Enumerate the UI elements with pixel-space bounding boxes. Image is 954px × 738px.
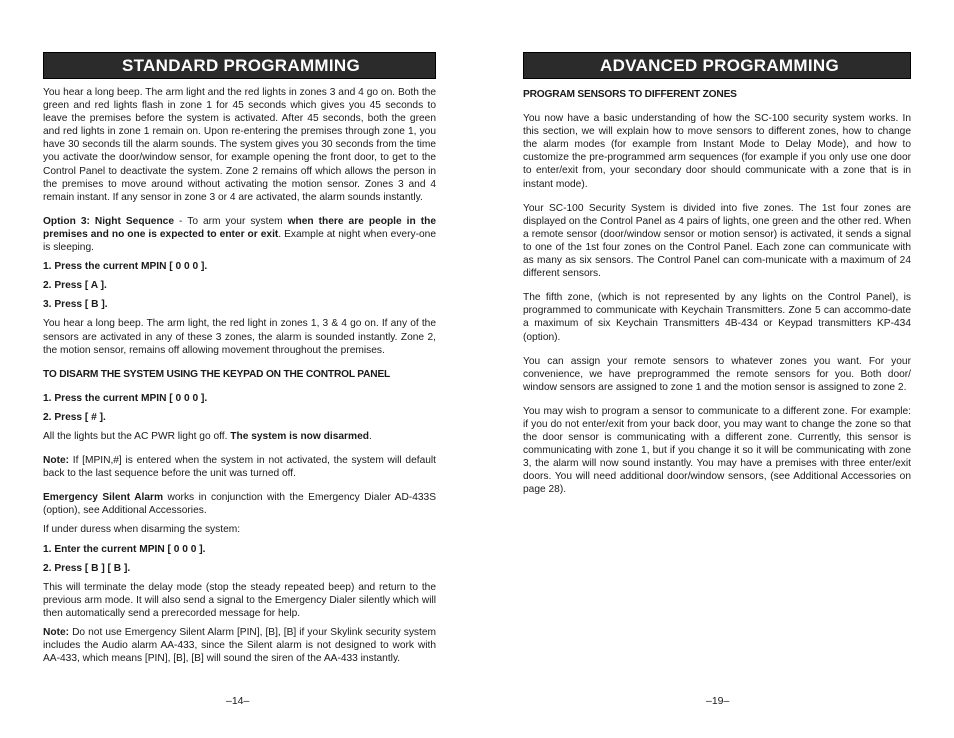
note-1-paragraph	[43, 454, 436, 480]
disarmed-emphasis: The system is now disarmed	[230, 430, 369, 442]
advanced-programming-banner: ADVANCED PROGRAMMING	[523, 52, 911, 79]
program-sensors-heading: PROGRAM SENSORS TO DIFFERENT ZONES	[523, 89, 737, 100]
intro-paragraph: You now have a basic understanding of how the SC-100 security system works. In this section, we will explain how to move sensors to different zones, how to change the alarm modes (for example from Instant Mode to Delay Mode), and how to customize the pre-programmed arm sequences (for example if you only use one door to enter/exit from, your secondary door should communicate with a zone that is in instant mode).	[523, 113, 911, 190]
step-item: 3. Press [ B ].	[43, 299, 108, 311]
step-item: 1. Enter the current MPIN [ 0 0 0 ].	[43, 543, 206, 555]
page-number-right: –19–	[706, 695, 730, 707]
zones-paragraph: Your SC-100 Security System is divided into five zones. The 1st four zones are displayed on the Control Panel as 4 pairs of lights, one green and the other red. When a remote sensor (door/window sensor or motion sensor) is activated, it sends a signal to one of the 1st four zones on the Control Panel. Each zone can communicate with as many as six sensors. The Control Panel can com-municate with a maximum of 24 different sensors.	[523, 202, 911, 280]
esa-label: Emergency Silent Alarm	[43, 492, 164, 504]
step-item: 2. Press [ A ].	[43, 280, 107, 292]
duress-paragraph: If under duress when disarming the system:	[43, 524, 241, 536]
page-number-left: –14–	[226, 695, 250, 707]
option-3-label: Option 3: Night Sequence	[43, 215, 175, 227]
step-item: 1. Press the current MPIN [ 0 0 0 ].	[43, 261, 208, 273]
option-3-condition: when there are people in the premises and no one is expected to enter or exit	[43, 215, 437, 240]
note-2-text: Do not use Emergency Silent Alarm [PIN], [B], [B] if your Skylink security system includes the Audio alarm AA-433, since the Silent alarm is not designed to work with AA-433, which means [PIN], [B], [B] will sound the siren of the AA-433 instantly.	[43, 627, 436, 665]
disarmed-paragraph	[43, 430, 436, 443]
left-page-body	[43, 86, 436, 676]
fifth-zone-paragraph: The fifth zone, (which is not represented by any lights on the Control Panel), is programmed to communicate with Keychain Transmitters. Zone 5 can accommo-date a maximum of six Keychain Transmitters 4B-434 or Keypad transmitters KP-434 (option).	[523, 292, 911, 343]
disarm-heading: TO DISARM THE SYSTEM USING THE KEYPAD ON THE CONTROL PANEL	[43, 368, 391, 380]
note-label: Note:	[43, 455, 70, 467]
change-zone-paragraph: You may wish to program a sensor to communicate to a different zone. For example: if you do not enter/exit from your back door, you may want to change the zone so that the door sensor is communicating with a different zone. Currently, this sensor is communicating with zone 1, but if you change it so it will be communicating with zone 3, the alarm will now sound instantly. You may have a premises with three enter/exit doors. You will need additional door/window sensors, (see Additional Accessories on page 28).	[523, 405, 911, 496]
step-item: 2. Press [ # ].	[43, 411, 106, 423]
assign-sensors-paragraph: You can assign your remote sensors to whatever zones you want. For your convenience, we have preprogrammed the remote sensors for you. Both door/ window sensors are assigned to zone 1 and the motion sensor is assigned to zone 2.	[523, 355, 911, 393]
step-item: 2. Press [ B ] [ B ].	[43, 562, 131, 574]
option-3-paragraph	[43, 215, 436, 254]
standard-programming-banner: STANDARD PROGRAMMING	[43, 52, 436, 79]
option-3-example: . Example at night when every-one is sleeping.	[43, 228, 436, 254]
disarmed-intro: All the lights but the AC PWR light go off.	[43, 430, 231, 442]
note-2-paragraph	[43, 626, 436, 665]
esa-text: works in conjunction with the Emergency Dialer AD-433S (option), see Additional Accessories.	[43, 492, 436, 517]
arm-description-paragraph: You hear a long beep. The arm light and the red lights in zones 3 and 4 go on. Both the green and red lights flash in zone 1 for 45 seconds which gives you 45 seconds to leave the premises before the system is activated. After 45 seconds, both the green and red lights in zone 1 remain on. Upon re-entering the premises through zone 1, you have 30 seconds till the alarm sounds. The system gives you 30 seconds from the time you activate the door/window sensor, for example opening the front door, to get to the Control Panel to deactivate the system. Zone 2 remains off which allows the person in the premises to move around without activating the motion sensor. Zones 3 and 4 remain instant. If any sensor in zone 3 or 4 are activated, the alarm sounds instantly.	[43, 87, 436, 203]
note-label: Note:	[43, 627, 70, 638]
right-page-body	[523, 88, 911, 508]
disarmed-period: .	[368, 430, 372, 442]
emergency-silent-alarm-paragraph	[43, 491, 436, 517]
note-1-text: If [MPIN,#] is entered when the system in not activated, the system will default back to the last sequence before the unit was turned off.	[43, 455, 436, 480]
night-sequence-paragraph: You hear a long beep. The arm light, the red light in zones 1, 3 & 4 go on. If any of the sensors are activated in any of these 3 zones, the alarm is sounded instantly. Zone 2, the motion sensor, remains off allowing movement throughout the premises.	[43, 318, 436, 356]
step-item: 1. Press the current MPIN [ 0 0 0 ].	[43, 392, 208, 404]
option-3-mid: - To arm your system	[174, 215, 288, 227]
delay-terminate-paragraph: This will terminate the delay mode (stop the steady repeated beep) and return to the previous arm mode. It will also send a signal to the Emergency Dialer silently which will then automatically send a prerecorded message for help.	[43, 581, 436, 619]
